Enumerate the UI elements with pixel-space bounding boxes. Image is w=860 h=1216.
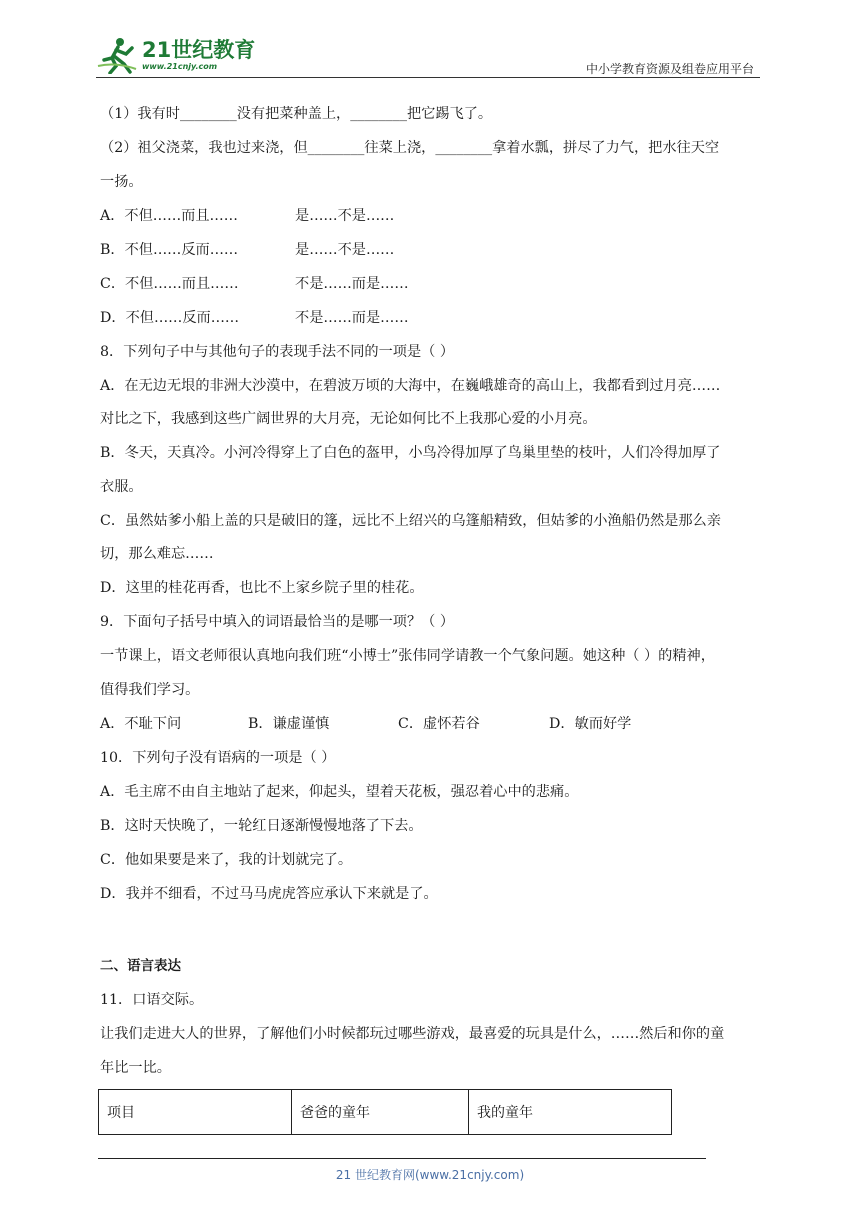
q7-sentence-2b: 一扬。 xyxy=(100,174,143,190)
q8-option-a-line2: 对比之下，我感到这些广阔世界的大月亮，无论如何比不上我那心爱的小月亮。 xyxy=(100,411,597,427)
page-header xyxy=(96,32,760,78)
q10-option-a: A．毛主席不由自主地站了起来，仰起头，望着天花板，强忍着心中的悲痛。 xyxy=(100,784,579,800)
q9-option-d: D．敏而好学 xyxy=(549,716,632,732)
q7-option-d-part2: 不是……而是…… xyxy=(295,310,409,326)
footer-link[interactable]: 21 世纪教育网(www.21cnjy.com) xyxy=(335,1168,525,1182)
q8-stem: 8．下列句子中与其他句子的表现手法不同的一项是（ ） xyxy=(100,344,455,360)
q9-option-c: C．虚怀若谷 xyxy=(398,716,480,732)
logo-text: 21世纪教育 xyxy=(142,38,256,62)
q8-option-a-line1: A．在无边无垠的非洲大沙漠中，在碧波万顷的大海中，在巍峨雄奇的高山上，我都看到过月亮…… xyxy=(100,378,721,394)
q9-stem: 9．下面句子括号中填入的词语最恰当的是哪一项？（ ） xyxy=(100,614,455,630)
q11-stem: 11．口语交际。 xyxy=(100,992,204,1008)
q7-option-a-part2: 是……不是…… xyxy=(295,208,395,224)
q9-option-a: A．不耻下问 xyxy=(100,716,182,732)
q9-option-b: B．谦虚谨慎 xyxy=(248,716,330,732)
table-header-me: 我的童年 xyxy=(469,1090,672,1135)
section-2-title: 二、语言表达 xyxy=(100,958,181,974)
header-divider xyxy=(96,77,760,78)
q7-option-a-part1: A．不但……而且…… xyxy=(100,208,238,224)
q10-option-c: C．他如果要是来了，我的计划就完了。 xyxy=(100,852,353,868)
q9-sentence-line2: 值得我们学习。 xyxy=(100,682,200,698)
childhood-comparison-table xyxy=(98,1089,672,1135)
q11-line2: 年比一比。 xyxy=(100,1060,171,1076)
q8-option-d: D．这里的桂花再香，也比不上家乡院子里的桂花。 xyxy=(100,580,424,596)
site-logo xyxy=(96,32,266,76)
q11-line1: 让我们走进大人的世界，了解他们小时候都玩过哪些游戏，最喜爱的玩具是什么，……然后和你的童 xyxy=(100,1026,725,1042)
platform-name: 中小学教育资源及组卷应用平台 xyxy=(585,62,754,76)
q10-stem: 10．下列句子没有语病的一项是（ ） xyxy=(100,750,336,766)
q7-sentence-1: （1）我有时________没有把菜种盖上，________把它踢飞了。 xyxy=(100,106,493,122)
q7-sentence-2a: （2）祖父浇菜，我也过来浇，但________往菜上浇，________拿着水瓢，拼尽了力气，把水往天空 xyxy=(100,140,720,156)
table-header-item: 项目 xyxy=(99,1090,292,1135)
footer-divider xyxy=(98,1158,706,1159)
q8-option-c-line2: 切，那么难忘…… xyxy=(100,546,214,562)
q7-option-c-part1: C．不但……而且…… xyxy=(100,276,239,292)
q7-option-b-part1: B．不但……反而…… xyxy=(100,242,239,258)
q9-sentence-line1: 一节课上，语文老师很认真地向我们班“小博士”张伟同学请教一个气象问题。她这种（ ）的精神， xyxy=(100,648,715,664)
logo-url: www.21cnjy.com xyxy=(142,62,218,71)
table-row xyxy=(99,1090,672,1135)
q8-option-c-line1: C．虽然姑爹小船上盖的只是破旧的篷，远比不上绍兴的乌篷船精致，但姑爹的小渔船仍然是那么亲 xyxy=(100,513,721,529)
q7-option-b-part2: 是……不是…… xyxy=(295,242,395,258)
q8-option-b-line1: B．冬天，天真冷。小河冷得穿上了白色的盔甲，小鸟冷得加厚了鸟巢里垫的枝叶，人们冷得加厚了 xyxy=(100,445,721,461)
q8-option-b-line2: 衣服。 xyxy=(100,479,143,495)
q7-option-d-part1: D．不但……反而…… xyxy=(100,310,240,326)
running-figure-icon xyxy=(96,36,138,74)
q7-option-c-part2: 不是……而是…… xyxy=(295,276,409,292)
q10-option-d: D．我并不细看，不过马马虎虎答应承认下来就是了。 xyxy=(100,886,438,902)
table-header-dad: 爸爸的童年 xyxy=(292,1090,469,1135)
q10-option-b: B．这时天快晚了，一轮红日逐渐慢慢地落了下去。 xyxy=(100,818,423,834)
